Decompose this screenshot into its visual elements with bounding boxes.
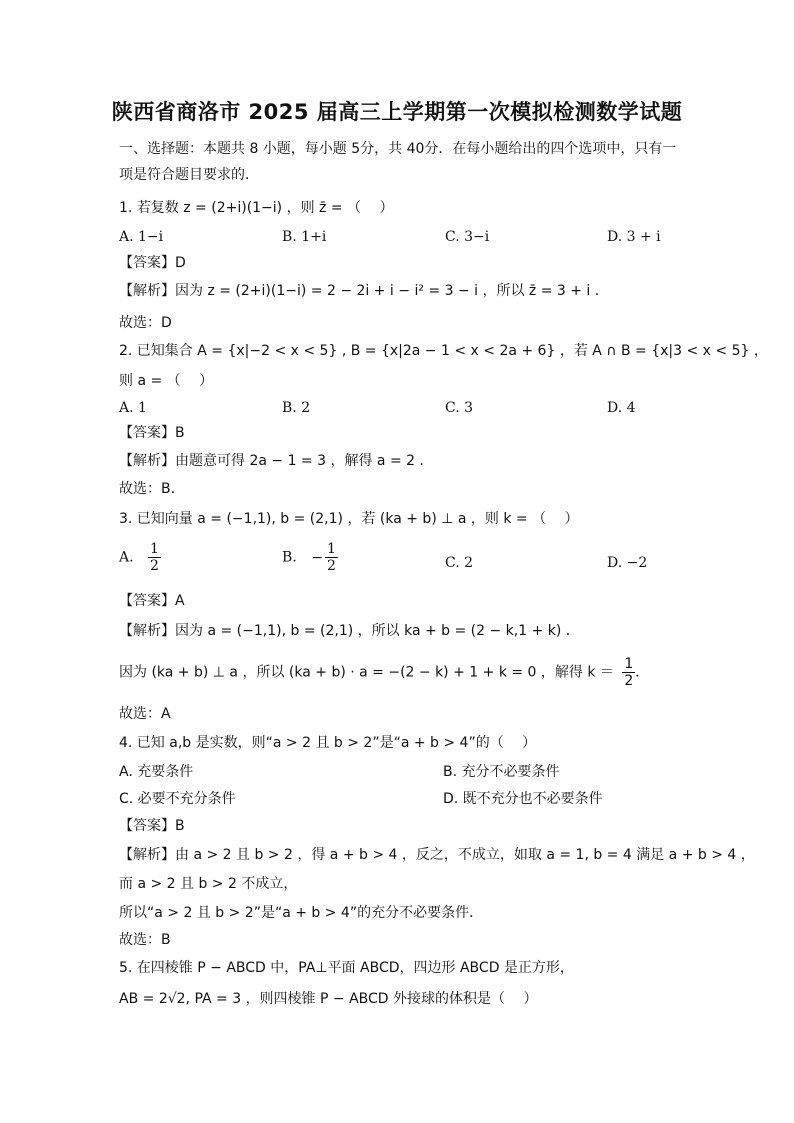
q4-analysis-line1: 【解析】由 a > 2 且 b > 2 ，得 a + b > 4 ，反之，不成立，如取 a = 1, b = 4 满足 a + b > 4 ， [119, 847, 755, 863]
q3-option-a-denominator: 2 [150, 558, 159, 574]
q4-option-d: D. 既不充分也不必要条件 [443, 791, 603, 807]
q3-answer: 【答案】A [119, 593, 185, 609]
q5-stem-line1: 5. 在四棱锥 P − ABCD 中，PA⊥平面 ABCD，四边形 ABCD 是正方形， [119, 960, 574, 976]
section-instruction-line2: 项是符合题目要求的． [119, 167, 259, 183]
q1-stem: 1. 若复数 z = (2+i)(1−i) ，则 z̄ = （ ） [119, 200, 394, 216]
q3-option-a-fraction [148, 541, 161, 574]
q4-stem: 4. 已知 a,b 是实数，则“a > 2 且 b > 2”是“a + b > 4”的（ ） [119, 735, 537, 751]
q3-analysis-fraction [622, 656, 635, 689]
q2-option-b: B. 2 [282, 400, 311, 416]
q3-analysis-line2-text: 因为 (ka + b) ⊥ a ，所以 (ka + b) · a = −(2 − k) + 1 + k = 0 ，解得 k ＝ [119, 664, 614, 681]
q5-stem-line2: AB = 2√2, PA = 3 ，则四棱锥 P − ABCD 外接球的体积是（ ） [119, 991, 538, 1007]
q3-option-b-fraction [325, 541, 338, 574]
q3-analysis-denominator: 2 [624, 673, 634, 689]
q3-option-a-numerator: 1 [150, 541, 159, 557]
q2-stem-line2: 则 a = （ ） [119, 373, 214, 389]
q3-option-b-numerator: 1 [326, 541, 336, 557]
q3-analysis-line1: 【解析】因为 a = (−1,1), b = (2,1) ，所以 ka + b = (2 − k,1 + k) ． [119, 623, 580, 639]
q3-analysis-line2 [119, 656, 649, 689]
q1-option-d: D. 3 + i [607, 229, 661, 245]
q1-option-a: A. 1−i [119, 229, 164, 245]
q1-conclusion: 故选：D [119, 315, 172, 331]
q1-option-c: C. 3−i [445, 229, 490, 245]
q1-analysis: 【解析】因为 z = (2+i)(1−i) = 2 − 2i + i − i² = 3 − i ，所以 z̄ = 3 + i ． [119, 283, 609, 299]
q4-analysis-line3: 所以“a > 2 且 b > 2”是“a + b > 4”的充分不必要条件． [119, 905, 484, 921]
q2-option-c: C. 3 [445, 400, 474, 416]
q3-option-c: C. 2 [445, 555, 474, 571]
q3-option-a-label: A. [119, 549, 134, 566]
q1-option-b: B. 1+i [282, 229, 327, 245]
q2-answer: 【答案】B [119, 425, 185, 441]
q3-conclusion: 故选：A [119, 706, 171, 722]
q1-answer: 【答案】D [119, 255, 186, 271]
q4-option-a: A. 充要条件 [119, 764, 194, 780]
document-title: 陕西省商洛市 2025 届高三上学期第一次模拟检测数学试题 [111, 100, 683, 124]
q2-option-d: D. 4 [607, 400, 636, 416]
q3-option-b-label: B. [282, 549, 297, 566]
q4-option-b: B. 充分不必要条件 [443, 764, 560, 780]
q2-analysis: 【解析】由题意可得 2a − 1 = 3 ，解得 a = 2 ． [119, 453, 434, 469]
q3-option-b-denominator: 2 [326, 558, 336, 574]
q2-option-a: A. 1 [119, 400, 147, 416]
section-instruction-line1: 一、选择题：本题共 8 小题，每小题 5分，共 40分．在每小题给出的四个选项中，只有一 [119, 141, 677, 157]
q4-option-c: C. 必要不充分条件 [119, 791, 236, 807]
q3-analysis-numerator: 1 [624, 656, 634, 672]
q3-analysis-line2-end: ． [635, 664, 650, 681]
q4-answer: 【答案】B [119, 818, 185, 834]
q4-conclusion: 故选：B [119, 932, 171, 948]
q3-option-b [282, 541, 338, 574]
q3-option-d: D. −2 [607, 555, 648, 571]
q3-option-b-sign: − [311, 549, 323, 566]
q2-conclusion: 故选：B. [119, 481, 176, 497]
q2-stem-line1: 2. 已知集合 A = {x|−2 < x < 5} , B = {x|2a − 1 < x < 2a + 6} ，若 A ∩ B = {x|3 < x < 5} ， [119, 343, 768, 359]
q3-stem: 3. 已知向量 a = (−1,1), b = (2,1) ，若 (ka + b) ⊥ a ，则 k = （ ） [119, 511, 579, 527]
q3-option-a [119, 541, 161, 574]
q4-analysis-line2: 而 a > 2 且 b > 2 不成立， [119, 876, 298, 892]
